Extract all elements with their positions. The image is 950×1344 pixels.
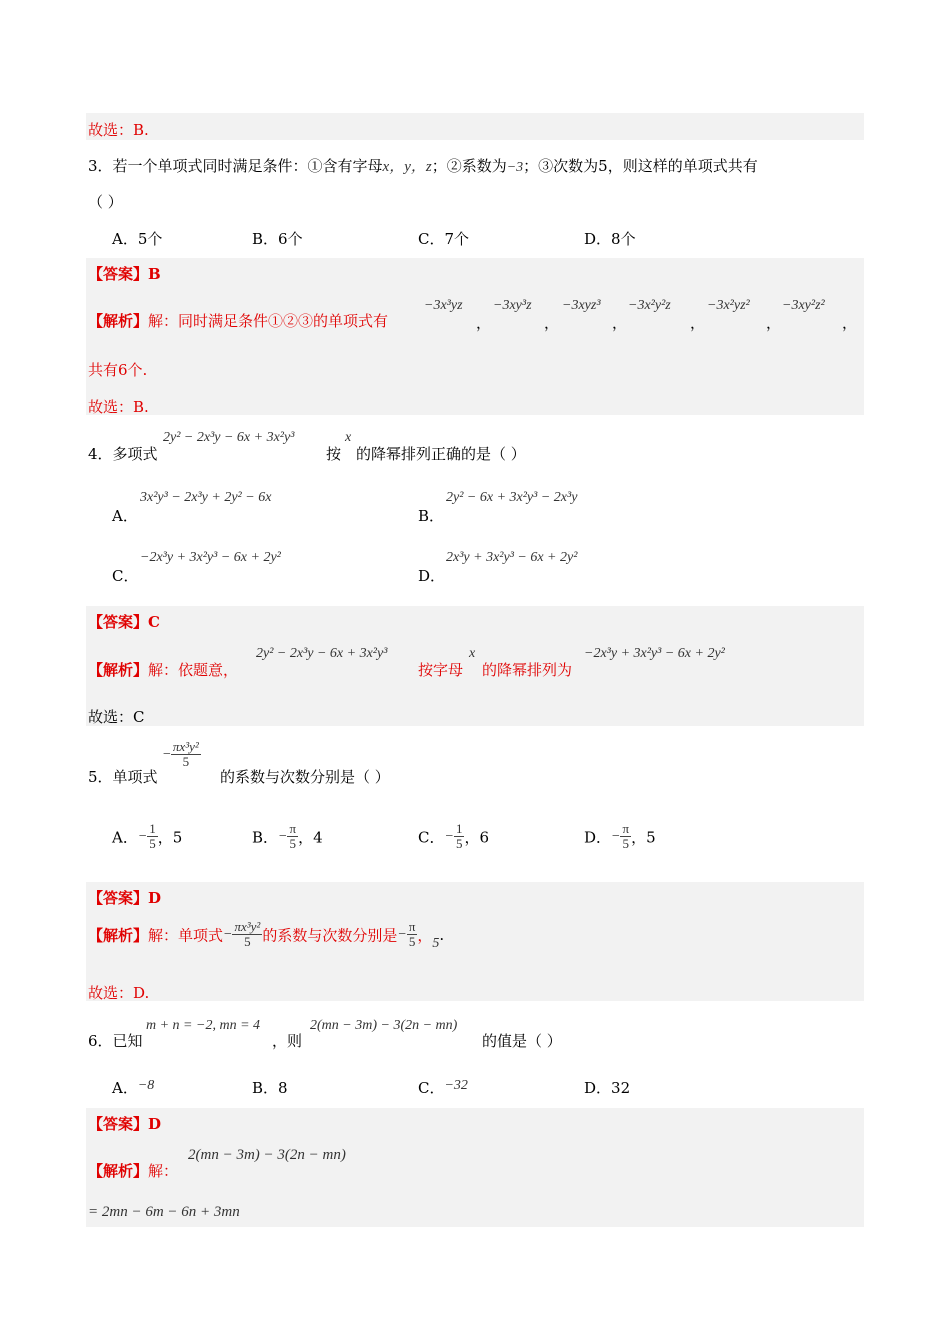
q4-analysis: 【解析】解：依题意， xyxy=(88,661,239,679)
q4-option-c-expr: −2x³y + 3x²y³ − 6x + 2y² xyxy=(140,550,281,565)
q3-stem: 3．若一个单项式同时满足条件：①含有字母x，y，z；②系数为−3；③次数为5，则这样的单项式共有 xyxy=(88,157,758,175)
q2-answer-block xyxy=(86,113,864,140)
q3-stem-vars: x，y，z xyxy=(382,159,432,175)
q2-conclusion: 故选：B. xyxy=(88,121,149,139)
q4-analysis-var: x xyxy=(469,646,476,661)
q4-option-a-expr: 3x²y³ − 2x³y + 2y² − 6x xyxy=(140,490,272,505)
q3-monomial: −3xyz³ xyxy=(562,298,601,313)
q3-separator: ， xyxy=(690,314,706,332)
q5-stem-end: 的系数与次数分别是（ ） xyxy=(220,768,390,786)
q4-option-a[interactable]: A． xyxy=(112,507,138,525)
q3-count: 共有6个. xyxy=(88,361,148,379)
q4-analysis-mid: 按字母 xyxy=(418,661,464,679)
q3-separator: ， xyxy=(612,314,628,332)
q3-coef: −3 xyxy=(506,160,524,175)
q5-option-b[interactable]: B．− $\frac{\pi}{5}$ ，4 xyxy=(252,821,323,852)
q4-analysis-mid2: 的降幂排列为 xyxy=(482,661,573,679)
q6-condition: m + n = −2, mn = 4 xyxy=(146,1018,261,1033)
q3-monomial: −3x²y²z xyxy=(628,298,671,313)
q3-separator: ， xyxy=(766,314,782,332)
q3-separator: ， xyxy=(544,314,560,332)
q5-monomial: − $\frac{\text{πx³y²}}{5}$ xyxy=(163,739,199,770)
q4-analysis-poly: 2y² − 2x³y − 6x + 3x²y³ xyxy=(256,646,388,661)
q4-polynomial: 2y² − 2x³y − 6x + 3x²y³ xyxy=(163,430,295,445)
q5-answer: 【答案】D xyxy=(88,889,162,907)
q3-monomial: −3xy²z² xyxy=(782,298,825,313)
q3-monomial: −3xy³z xyxy=(493,298,532,313)
q6-stem-mid: ，则 xyxy=(272,1032,303,1050)
q3-option-c[interactable]: C．7个 xyxy=(418,230,470,248)
q6-analysis: 【解析】解： xyxy=(88,1162,179,1180)
q3-monomial: −3x³yz xyxy=(424,298,463,313)
q3-conclusion: 故选：B. xyxy=(88,398,149,416)
q5-option-a[interactable]: A．− $\frac{1}{5}$ ，5 xyxy=(112,821,183,852)
q3-monomial: −3x²yz² xyxy=(707,298,750,313)
q3-separator: ， xyxy=(842,314,858,332)
q4-option-c[interactable]: C． xyxy=(112,567,139,585)
q6-option-a[interactable]: A．−8 xyxy=(112,1078,155,1097)
q4-answer: 【答案】C xyxy=(88,613,160,631)
q6-option-d[interactable]: D．32 xyxy=(584,1079,631,1097)
q4-stem-end: 的降幂排列正确的是（ ） xyxy=(356,445,526,463)
q5-stem-pre: 5．单项式 xyxy=(88,768,158,786)
q6-stem-pre: 6．已知 xyxy=(88,1032,143,1050)
q4-option-d[interactable]: D． xyxy=(418,567,446,585)
q5-conclusion: 故选：D. xyxy=(88,984,150,1002)
q5-option-c[interactable]: C．− $\frac{1}{5}$ ，6 xyxy=(418,821,489,852)
q4-option-b-expr: 2y² − 6x + 3x²y³ − 2x³y xyxy=(446,490,578,505)
q4-conclusion: 故选：C xyxy=(88,708,145,726)
q4-option-d-expr: 2x³y + 3x²y³ − 6x + 2y² xyxy=(446,550,578,565)
q6-step-1: = 2mn − 6m − 6n + 3mn xyxy=(88,1204,240,1220)
q6-step-0: 2(mn − 3m) − 3(2n − mn) xyxy=(188,1147,346,1163)
q6-option-c[interactable]: C．−32 xyxy=(418,1078,468,1097)
q3-answer-block xyxy=(86,258,864,415)
q3-analysis: 【解析】解：同时满足条件①②③的单项式有 xyxy=(88,312,389,330)
q3-separator: ， xyxy=(476,314,492,332)
q6-answer: 【答案】D xyxy=(88,1115,162,1133)
q5-analysis: 【解析】解：单项式− $\frac{\text{πx³y²}}{5}$ 的系数与次数分别是− $\frac{\pi}{5}$ ，5. xyxy=(88,919,445,951)
q3-option-a[interactable]: A．5个 xyxy=(112,230,163,248)
q4-stem-pre: 4．多项式 xyxy=(88,445,158,463)
q4-option-b[interactable]: B． xyxy=(418,507,445,525)
q3-option-b[interactable]: B．6个 xyxy=(252,230,303,248)
q4-analysis-result: −2x³y + 3x²y³ − 6x + 2y² xyxy=(584,646,725,661)
q4-stem-mid: 按 xyxy=(326,445,342,463)
q3-answer: 【答案】B xyxy=(88,265,161,283)
q6-expression: 2(mn − 3m) − 3(2n − mn) xyxy=(310,1018,458,1033)
q6-stem-end: 的值是（ ） xyxy=(482,1032,562,1050)
q3-paren: （ ） xyxy=(88,193,123,211)
q4-var: x xyxy=(345,430,352,445)
q3-option-d[interactable]: D．8个 xyxy=(584,230,636,248)
q5-option-d[interactable]: D．− $\frac{\pi}{5}$ ，5 xyxy=(584,821,656,852)
q6-option-b[interactable]: B．8 xyxy=(252,1079,288,1097)
